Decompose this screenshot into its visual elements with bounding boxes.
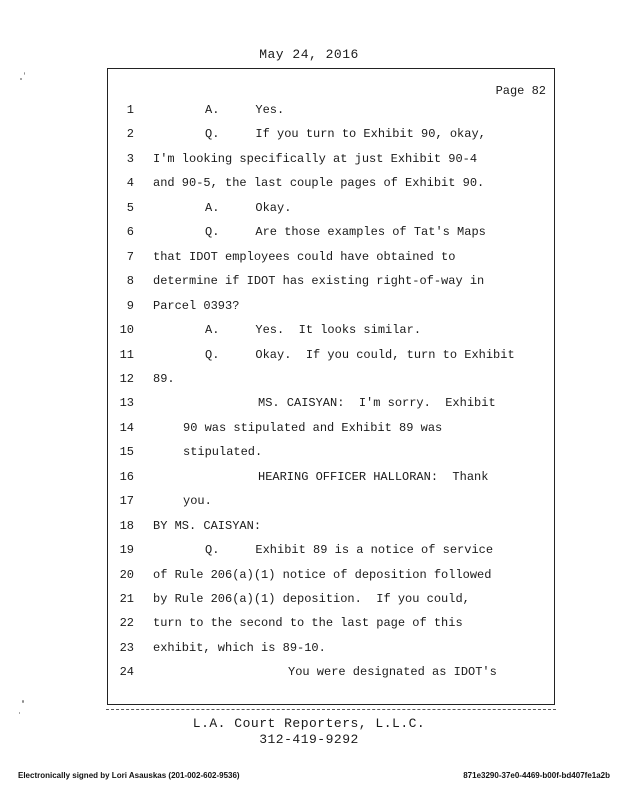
line-text: A. Okay.	[205, 200, 292, 215]
line-number: 22	[119, 616, 134, 631]
line-text: I'm looking specifically at just Exhibit 90-4	[153, 151, 478, 166]
line-text: you.	[183, 494, 212, 509]
transcript-line	[0, 370, 618, 388]
line-number: 20	[119, 567, 134, 582]
line-text: of Rule 206(a)(1) notice of deposition followed	[153, 567, 492, 582]
scan-speck	[24, 72, 25, 75]
scan-speck	[22, 700, 24, 703]
line-text: by Rule 206(a)(1) deposition. If you could,	[153, 592, 470, 606]
transcript-line	[0, 321, 618, 339]
line-number: 12	[119, 371, 134, 386]
transcript-line	[0, 272, 618, 290]
line-text: MS. CAISYAN: I'm sorry. Exhibit	[258, 396, 496, 411]
line-number: 7	[126, 249, 134, 264]
line-number: 16	[119, 469, 134, 484]
line-number: 1	[126, 103, 134, 117]
transcript-line	[0, 223, 618, 241]
line-number: 8	[126, 274, 134, 289]
line-number: 15	[119, 445, 134, 460]
line-number: 3	[126, 151, 134, 166]
transcript-line	[0, 468, 618, 486]
scan-speck	[19, 712, 20, 714]
line-text: You were designated as IDOT's	[288, 665, 497, 680]
transcript-line	[0, 101, 618, 119]
line-text: stipulated.	[183, 445, 263, 460]
transcript-line	[0, 639, 618, 657]
line-text: BY MS. CAISYAN:	[153, 518, 262, 533]
line-number: 13	[119, 396, 134, 411]
line-number: 18	[119, 518, 134, 533]
line-text: Parcel 0393?	[153, 298, 240, 313]
line-number: 6	[126, 225, 134, 240]
line-number: 17	[119, 494, 134, 509]
line-text: Q. If you turn to Exhibit 90, okay,	[205, 127, 486, 142]
transcript-line	[0, 443, 618, 461]
line-text: Q. Okay. If you could, turn to Exhibit	[205, 347, 515, 362]
line-number: 21	[119, 592, 134, 606]
line-text: HEARING OFFICER HALLORAN: Thank	[258, 469, 489, 484]
transcript-line	[0, 248, 618, 266]
line-number: 4	[126, 176, 134, 191]
line-text: Q. Are those examples of Tat's Maps	[205, 225, 486, 240]
footer-phone: 312-419-9292	[259, 732, 359, 747]
line-number: 2	[126, 127, 134, 142]
transcript-line	[0, 150, 618, 168]
page-number: Page 82	[495, 84, 546, 98]
line-number: 5	[126, 200, 134, 215]
scan-speck	[20, 78, 22, 80]
transcript-line	[0, 174, 618, 192]
line-text: determine if IDOT has existing right-of-way in	[153, 274, 485, 289]
transcript-line	[0, 492, 618, 510]
transcript-line	[0, 517, 618, 535]
line-number: 23	[119, 640, 134, 655]
transcript-line	[0, 297, 618, 315]
line-text: exhibit, which is 89-10.	[153, 640, 326, 655]
line-number: 11	[119, 347, 134, 362]
transcript-line	[0, 590, 618, 608]
line-number: 14	[119, 420, 134, 435]
transcript-line	[0, 346, 618, 364]
line-text: 90 was stipulated and Exhibit 89 was	[183, 420, 443, 435]
line-number: 19	[119, 543, 134, 558]
signature-line: Electronically signed by Lori Asauskas (201-002-602-9536)	[18, 771, 240, 780]
line-text: and 90-5, the last couple pages of Exhibit 90.	[153, 176, 485, 191]
footer-company: L.A. Court Reporters, L.L.C.	[192, 716, 426, 731]
transcript-line	[0, 541, 618, 559]
header-date: May 24, 2016	[259, 47, 359, 62]
line-number: 24	[119, 665, 134, 680]
transcript-line	[0, 419, 618, 437]
line-text: that IDOT employees could have obtained to	[153, 249, 456, 264]
line-text: turn to the second to the last page of this	[153, 616, 463, 631]
transcript-line	[0, 125, 618, 143]
transcript-line	[0, 663, 618, 681]
transcript-line	[0, 199, 618, 217]
line-text: 89.	[153, 371, 175, 386]
document-id: 871e3290-37e0-4469-b00f-bd407fe1a2b	[463, 771, 610, 780]
transcript-line	[0, 394, 618, 412]
line-text: A. Yes. It looks similar.	[205, 323, 422, 338]
line-number: 10	[119, 323, 134, 338]
transcript-line	[0, 566, 618, 584]
line-number: 9	[126, 298, 134, 313]
transcript-line	[0, 614, 618, 632]
line-text: A. Yes.	[205, 103, 285, 117]
line-text: Q. Exhibit 89 is a notice of service	[205, 543, 494, 558]
